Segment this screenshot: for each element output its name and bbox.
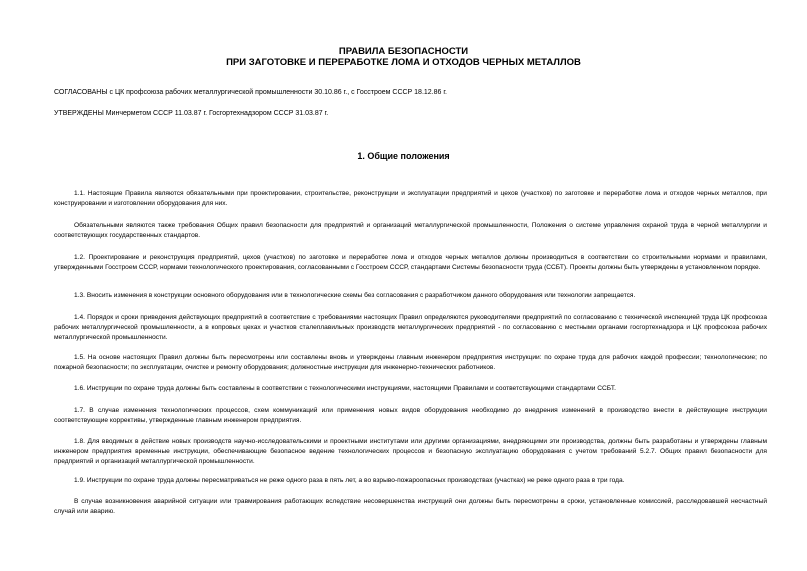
paragraph-1-1-addendum: Обязательными являются также требования Общих правил безопасности для предприятий и организаций металлургической промышленности, Положения о системе управления охраной труда в черной металлургии и соответствующих государственных стандартов. xyxy=(54,222,767,239)
paragraph-1-1: 1.1. Настоящие Правила являются обязательными при проектировании, строительстве, реконструкции и эксплуатации предприятий и цехов (участков) по заготовке и переработке лома и отходов черных металлов, при конструировании и изготовлении оборудования для них. xyxy=(54,190,767,207)
document-title-line-2: ПРИ ЗАГОТОВКЕ И ПЕРЕРАБОТКЕ ЛОМА И ОТХОДОВ ЧЕРНЫХ МЕТАЛЛОВ xyxy=(226,57,581,68)
paragraph-1-2: 1.2. Проектирование и реконструкция предприятий, цехов (участков) по заготовке и переработке лома и отходов черных металлов должны производиться в соответствии со строительными нормами и правилами, утвержденными Госстроем СССР, нормами технологического проектирования, согласованными с Госстроем СССР, стандартами Системы безопасности труда (ССБТ). Проекты должны быть утверждены в установленном порядке. xyxy=(54,254,767,271)
section-heading: 1. Общие положения xyxy=(357,151,450,161)
paragraph-1-9: 1.9. Инструкции по охране труда должны пересматриваться не реже одного раза в пять лет, а во взрыво-пожароопасных производствах (участках) не реже одного раза в три года. xyxy=(74,477,625,484)
confirmation-note: УТВЕРЖДЕНЫ Минчерметом СССР 11.03.87 г. Госгортехнадзором СССР 31.03.87 г. xyxy=(54,110,329,117)
paragraph-1-7: 1.7. В случае изменения технологических процессов, схем коммуникаций или применения новых видов оборудования необходимо до внедрения изменений в производство внести в действующие инструкции соответствующие коррективы, утвержденные главным инженером предприятия. xyxy=(54,407,767,424)
approval-note: СОГЛАСОВАНЫ с ЦК профсоюза рабочих металлургической промышленности 30.10.86 г., с Госстроем СССР 18.12.86 г. xyxy=(54,89,448,96)
paragraph-1-6: 1.6. Инструкции по охране труда должны быть составлены в соответствии с технологическими инструкциями, настоящими Правилами и соответствующими стандартами ССБТ. xyxy=(74,385,616,392)
paragraph-1-5: 1.5. На основе настоящих Правил должны быть пересмотрены или составлены вновь и утверждены главным инженером предприятия инструкции: по охране труда для рабочих каждой профессии; технологические; по пожарной безопасности; по эксплуатации, очистке и ремонту оборудования; должностные инструкции для инженерно-технических работников. xyxy=(54,354,767,371)
paragraph-1-4: 1.4. Порядок и сроки приведения действующих предприятий в соответствие с требованиями настоящих Правил определяются руководителями предприятий по согласованию с технической инспекцией труда ЦК профсоюза рабочих металлургической промышленности, а в копровых цехах и участков сталеплавильных производств металлургических предприятий - по согласованию с местными органами госгортехнадзора и ЦК профсоюза рабочих металлургической промышленности. xyxy=(54,314,767,341)
paragraph-1-9-addendum: В случае возникновения аварийной ситуации или травмирования работающих вследствие несовершенства инструкций они должны быть пересмотрены в сроки, установленные комиссией, расследовавшей несчастный случай или аварию. xyxy=(54,498,767,515)
paragraph-1-8: 1.8. Для вводимых в действие новых производств научно-исследовательскими и проектными институтами или другими организациями, внедряющими эти производства, должны быть разработаны и утверждены главным инженером предприятия временные инструкции, обеспечивающие безопасное ведение технологических процессов и безопасную эксплуатацию оборудования с учетом требований 5.2.7. Общих правил безопасности для предприятий и организаций металлургической промышленности. xyxy=(54,438,767,465)
document-title-line-1: ПРАВИЛА БЕЗОПАСНОСТИ xyxy=(338,46,469,57)
paragraph-1-3: 1.3. Вносить изменения в конструкции основного оборудования или в технологические схемы без согласования с разработчиком данного оборудования или технологии запрещается. xyxy=(74,292,636,299)
